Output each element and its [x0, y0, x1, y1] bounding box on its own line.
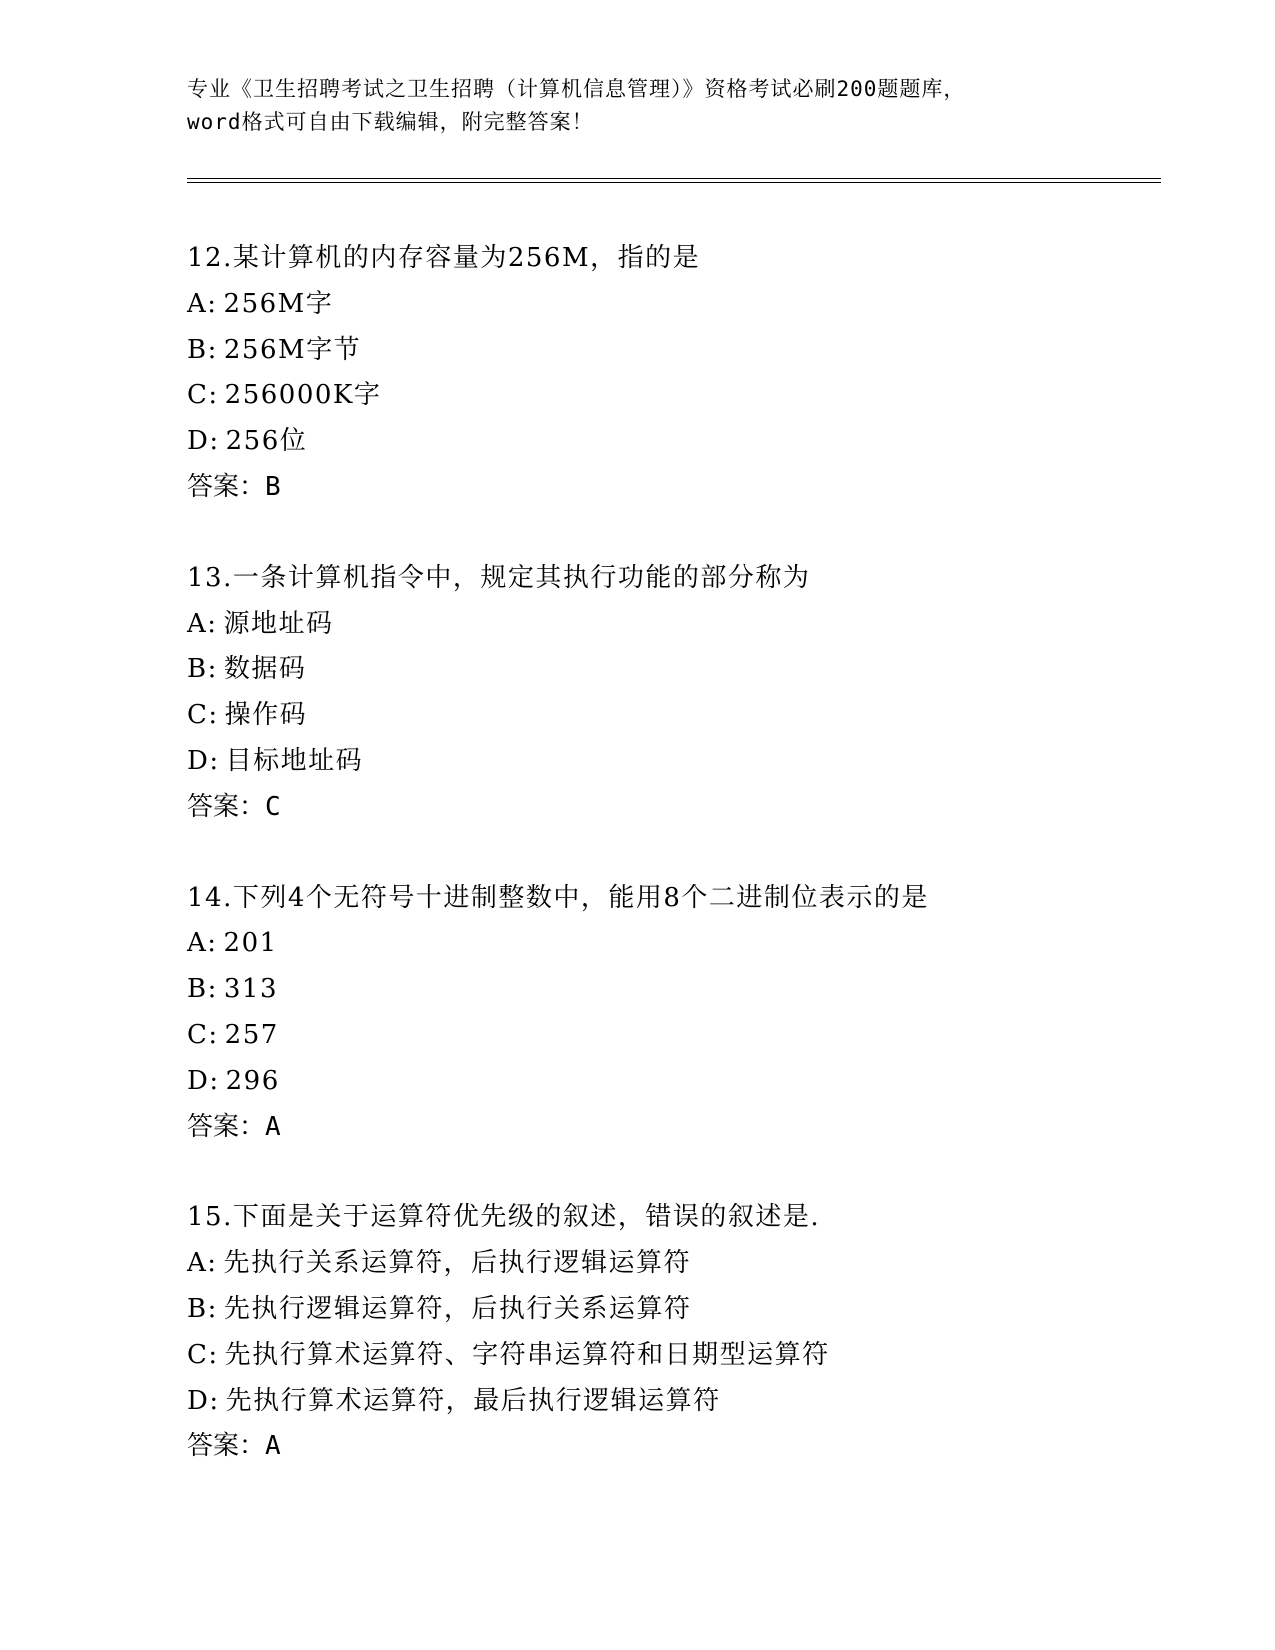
option-text: 256位	[225, 426, 308, 457]
option-letter: A:	[187, 928, 218, 959]
question-item	[187, 1195, 1167, 1470]
option-letter: A:	[187, 1248, 218, 1279]
option-a	[187, 602, 1167, 648]
document-header	[187, 73, 1087, 139]
option-a	[187, 1241, 1167, 1287]
header-title-line-2: word格式可自由下载编辑，附完整答案！	[187, 110, 594, 134]
answer-value: C	[265, 791, 281, 822]
option-text: 源地址码	[223, 608, 334, 639]
option-text: 256M字节	[223, 334, 362, 365]
answer-label: 答案：	[187, 1111, 266, 1142]
header-divider-bottom	[187, 182, 1161, 183]
option-b	[187, 647, 1167, 693]
option-c	[187, 373, 1167, 419]
option-text: 先执行算术运算符，最后执行逻辑运算符	[225, 1385, 721, 1416]
header-title-line-1: 专业《卫生招聘考试之卫生招聘（计算机信息管理）》资格考试必刷200题题库，	[187, 77, 966, 101]
option-c	[187, 1333, 1167, 1379]
answer-label: 答案：	[187, 791, 266, 822]
option-d	[187, 1379, 1167, 1425]
option-text: 296	[225, 1065, 280, 1096]
answer-value: A	[265, 1111, 281, 1142]
option-letter: A:	[187, 288, 218, 319]
option-letter: D:	[187, 745, 220, 776]
option-d	[187, 739, 1167, 785]
option-letter: B:	[187, 1293, 218, 1324]
answer-value: B	[265, 471, 281, 502]
option-letter: D:	[187, 426, 220, 457]
option-c	[187, 1013, 1167, 1059]
answer-line	[187, 465, 1167, 511]
option-a	[187, 921, 1167, 967]
question-stem: 12.某计算机的内存容量为256M，指的是	[187, 243, 701, 273]
option-text: 操作码	[224, 700, 308, 731]
answer-line	[187, 1424, 1167, 1470]
option-text: 先执行关系运算符，后执行逻辑运算符	[223, 1248, 692, 1279]
option-text: 256000K字	[224, 380, 382, 411]
answer-line	[187, 785, 1167, 831]
answer-line	[187, 1105, 1167, 1151]
option-letter: C:	[187, 380, 219, 411]
option-text: 257	[224, 1019, 279, 1050]
option-text: 201	[223, 928, 278, 959]
option-a	[187, 282, 1167, 328]
answer-label: 答案：	[187, 1431, 266, 1462]
question-stem: 14.下列4个无符号十进制整数中，能用8个二进制位表示的是	[187, 882, 929, 913]
option-d	[187, 419, 1167, 465]
option-letter: B:	[187, 654, 218, 685]
option-b	[187, 1287, 1167, 1333]
question-stem: 13.一条计算机指令中，规定其执行功能的部分称为	[187, 562, 811, 593]
option-letter: C:	[187, 1339, 219, 1370]
option-b	[187, 967, 1167, 1013]
option-letter: A:	[187, 608, 218, 639]
answer-label: 答案：	[187, 471, 266, 502]
option-text: 313	[223, 974, 279, 1005]
option-text: 先执行逻辑运算符，后执行关系运算符	[223, 1293, 692, 1324]
header-divider-top	[187, 178, 1161, 179]
option-letter: D:	[187, 1385, 220, 1416]
option-text: 先执行算术运算符、字符串运算符和日期型运算符	[224, 1339, 830, 1370]
option-text: 目标地址码	[225, 745, 364, 776]
option-c	[187, 693, 1167, 739]
answer-value: A	[265, 1431, 281, 1462]
question-item	[187, 556, 1167, 831]
question-list	[187, 236, 1167, 1515]
option-text: 256M字	[223, 288, 334, 319]
option-letter: C:	[187, 700, 219, 731]
question-item	[187, 236, 1167, 511]
option-b	[187, 328, 1167, 374]
option-letter: C:	[187, 1019, 219, 1050]
question-stem: 15.下面是关于运算符优先级的叙述，错误的叙述是.	[187, 1202, 821, 1233]
option-letter: B:	[187, 334, 218, 365]
option-text: 数据码	[223, 654, 307, 685]
question-item	[187, 876, 1167, 1151]
option-letter: D:	[187, 1065, 220, 1096]
option-letter: B:	[187, 974, 218, 1005]
option-d	[187, 1059, 1167, 1105]
